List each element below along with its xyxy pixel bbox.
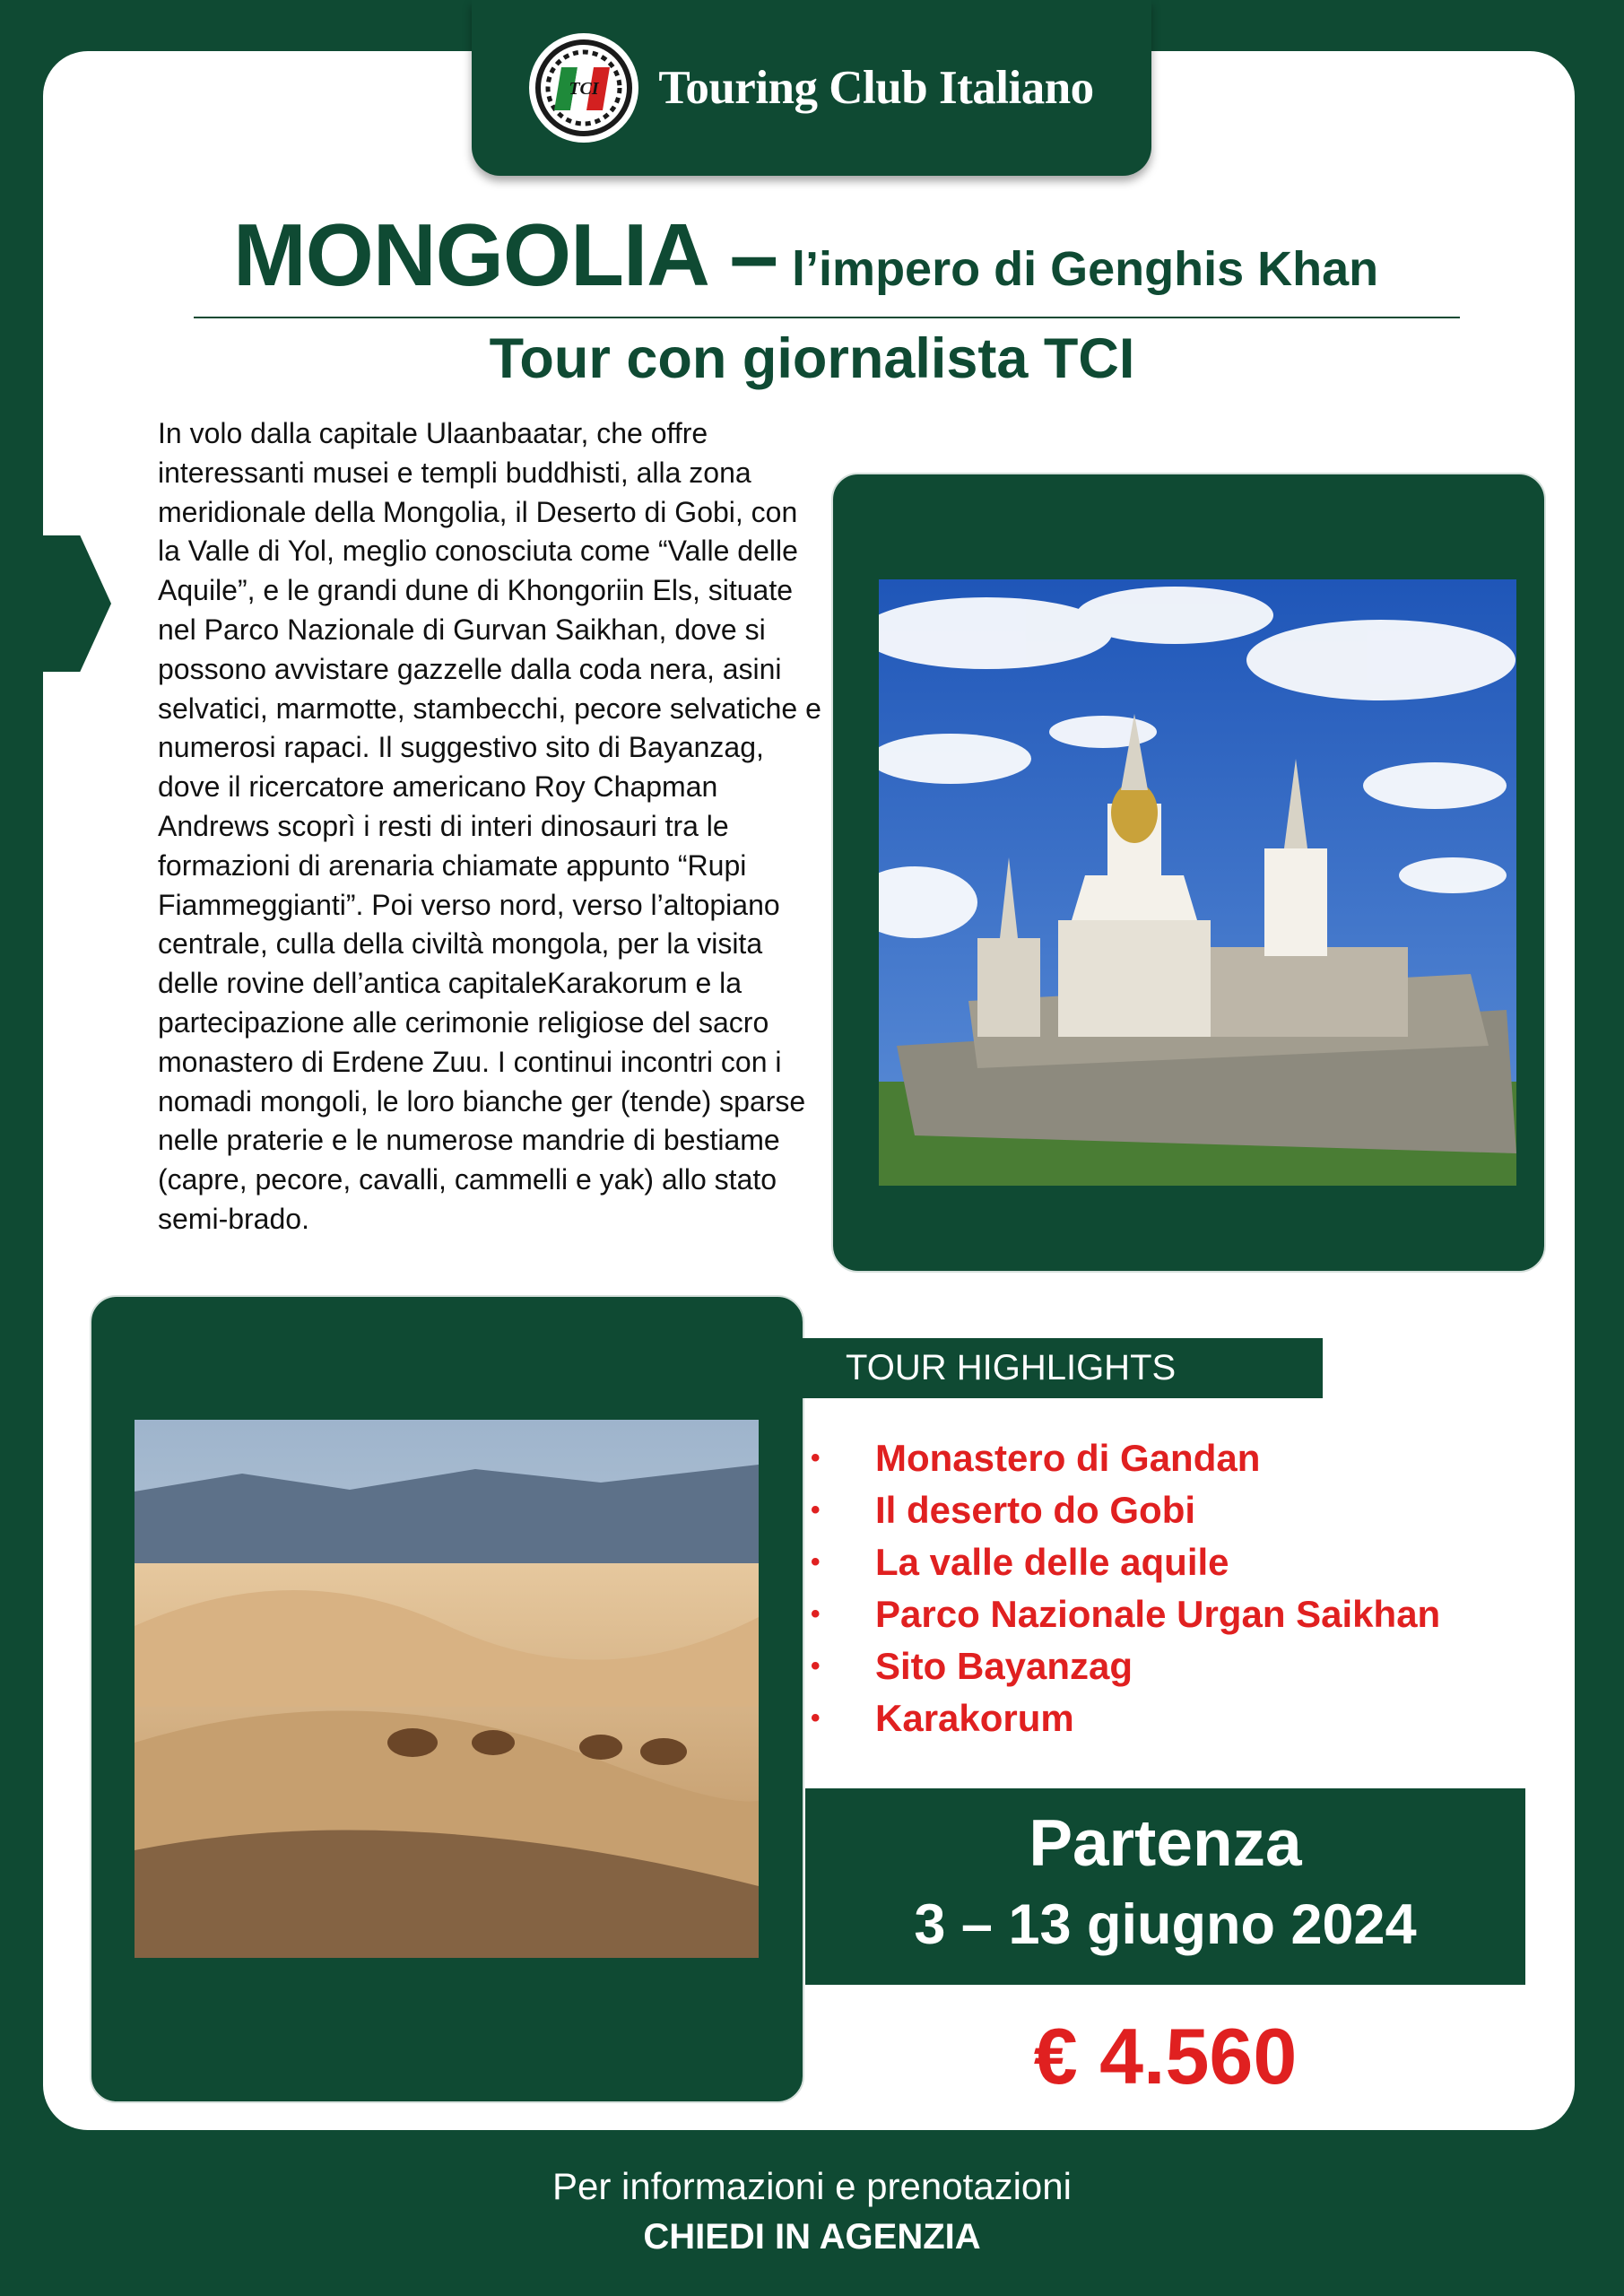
- emblem-text: TCI: [569, 79, 599, 99]
- bullet-icon: •: [811, 1495, 821, 1525]
- departure-dates: 3 – 13 giugno 2024: [914, 1893, 1417, 1956]
- bullet-icon: •: [811, 1547, 821, 1577]
- departure-box: [805, 1788, 1525, 1985]
- highlights-list: [811, 1432, 1440, 1744]
- highlight-item: [811, 1432, 1440, 1484]
- tci-logo-icon: [529, 33, 638, 143]
- highlight-label: Il deserto do Gobi: [875, 1489, 1196, 1531]
- highlight-label: Karakorum: [875, 1697, 1074, 1739]
- brand-name: Touring Club Italiano: [658, 62, 1094, 114]
- highlight-item: [811, 1536, 1440, 1588]
- page-subtitle: Tour con giornalista TCI: [489, 327, 1135, 390]
- logo-header: [472, 0, 1151, 176]
- footer-info: Per informazioni e prenotazioni: [552, 2165, 1072, 2207]
- highlights-heading: TOUR HIGHLIGHTS: [801, 1338, 1323, 1398]
- departure-label: Partenza: [1029, 1807, 1302, 1880]
- highlight-label: Sito Bayanzag: [875, 1645, 1133, 1687]
- gobi-desert-photo: [135, 1420, 759, 1958]
- bullet-icon: •: [811, 1599, 821, 1629]
- monastery-photo: [879, 579, 1516, 1186]
- title-divider: [194, 317, 1460, 318]
- highlight-label: La valle delle aquile: [875, 1541, 1229, 1583]
- footer-cta: CHIEDI IN AGENZIA: [643, 2217, 981, 2257]
- highlight-item: [811, 1588, 1440, 1640]
- highlight-item: [811, 1640, 1440, 1692]
- intro-paragraph: In volo dalla capitale Ulaanbaatar, che offre interessanti musei e templi buddhisti, alla zona meridionale della Mongolia, il Deserto di Gobi, con la Valle di Yol, meglio conosciuta come “Valle delle Aquile”, e le grandi dune di Khongoriin Els, situate nel Parco Nazionale di Gurvan Saikhan, dove si possono avvistare gazzelle dalla coda nera, asini selvatici, marmotte, stambecchi, pecore selvatiche e numerosi rapaci. Il suggestivo sito di Bayanzag, dove il ricercatore americano Roy Chapman Andrews scoprì i resti di interi dinosauri tra le formazioni di arenaria chiamate appunto “Rupi Fiammeggianti”. Poi verso nord, verso l’altopiano centrale, culla della civiltà mongola, per la visita delle rovine dell’antica capitaleKarakorum e la partecipazione alle cerimonie religiose del sacro monastero di Erdene Zuu. I continui incontri con i nomadi mongoli, le loro bianche ger (tende) sparse nelle praterie e le numerose mandrie di bestiame (capre, pecore, cavalli, cammelli e yak) allo stato semi-brado.: [158, 417, 821, 1235]
- highlight-item: [811, 1484, 1440, 1536]
- highlight-label: Parco Nazionale Urgan Saikhan: [875, 1593, 1441, 1635]
- title-suffix: l’impero di Genghis Khan: [792, 242, 1379, 296]
- page-title: [233, 204, 1378, 306]
- highlight-item: [811, 1692, 1440, 1744]
- tour-price: € 4.560: [1033, 2012, 1298, 2100]
- bullet-icon: •: [811, 1651, 821, 1681]
- title-main: MONGOLIA –: [233, 205, 778, 304]
- bullet-icon: •: [811, 1443, 821, 1473]
- bullet-icon: •: [811, 1703, 821, 1733]
- highlight-label: Monastero di Gandan: [875, 1437, 1261, 1479]
